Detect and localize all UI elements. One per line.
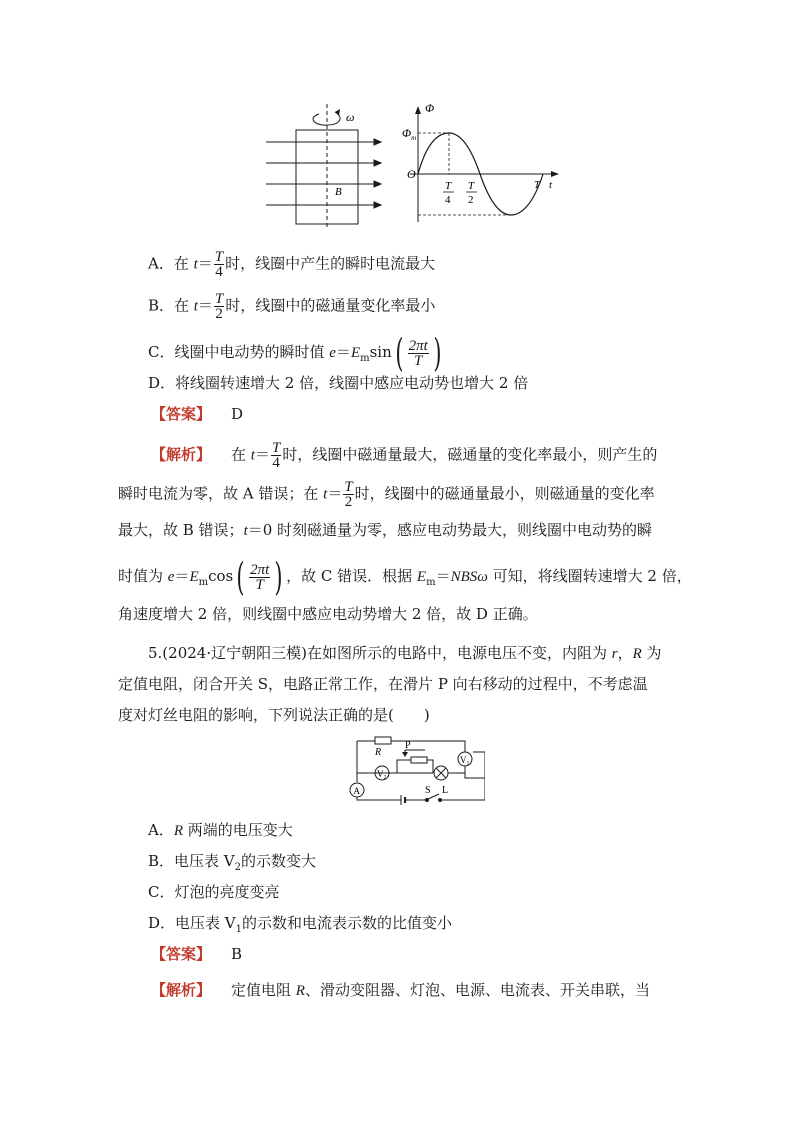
q5-stem-line-1: 5.(2024·辽宁朝阳三模)在如图所示的电路中，电源电压不变，内阻为 r，R 为	[148, 644, 662, 662]
phi-m-label: $\Phi_m$	[402, 126, 417, 142]
circuit-a-label: A	[353, 786, 360, 796]
q5-option-c: C．灯泡的亮度变亮	[148, 883, 280, 901]
q4-option-a: A．在 t＝ $\frac{T}{4}$ 时，线圈中产生的瞬时电流最大	[148, 249, 436, 280]
phi-axis-label: Φ	[425, 101, 435, 115]
q5-stem-line-3: 度对灯丝电阻的影响，下列说法正确的是( )	[118, 706, 430, 724]
rheostat	[411, 757, 427, 763]
q4-analysis-line-5: 角速度增大 2 倍，则线圈中感应电动势增大 2 倍，故 D 正确。	[118, 605, 538, 623]
figure-coil-flux	[255, 100, 565, 235]
q4-analysis-line-4: 时值为 $e=E_m\cos$( $\frac{2\pi t}{T}$ ) ，故 C 错误．根据 $E_m=NBS\omega$ 可知，将线圈转速增大 2 倍，	[118, 555, 692, 599]
circuit-v2-label: $V_2$	[377, 769, 387, 781]
b-field-label: B	[335, 186, 342, 198]
circuit-v1-label: $V_1$	[460, 755, 470, 767]
q5-option-b: B．电压表 $V_2$的示数变大	[148, 852, 317, 873]
t-axis-label: t	[549, 179, 553, 191]
q4-answer: 【答案】 D	[151, 405, 244, 423]
tick-t2-den: 2	[468, 194, 474, 206]
tick-t-label: T	[534, 179, 541, 191]
q4-analysis-line-1: 【解析】 在 t＝ $\frac{T}{4}$ 时，线圈中磁通量最大，磁通量的变化率最小，则产生的	[151, 440, 658, 471]
q4-analysis-line-3: 最大，故 B 错误；t＝0 时刻磁通量为零，感应电动势最大，则线圈中电动势的瞬	[118, 521, 653, 539]
circuit-diagram	[345, 733, 485, 807]
field-lines	[266, 139, 381, 208]
q5-stem-line-2: 定值电阻，闭合开关 S，电路正常工作，在滑片 P 向右移动的过程中，不考虑温	[118, 675, 648, 693]
tick-t2-num: T	[468, 180, 475, 192]
q4-option-b: B．在 t＝ $\frac{T}{2}$ 时，线圈中的磁通量变化率最小	[148, 291, 436, 322]
tick-t4-num: T	[445, 180, 452, 192]
q4-analysis-line-2: 瞬时电流为零，故 A 错误；在 t＝ $\frac{T}{2}$ 时，线圈中的磁通量最小，则磁通量的变化率	[118, 479, 655, 510]
circuit-s-label: S	[425, 785, 431, 796]
q4-option-d: D．将线圈转速增大 2 倍，线圈中感应电动势也增大 2 倍	[148, 374, 529, 392]
q4-option-c: C．线圈中电动势的瞬时值 $e=E_m\sin$( $\frac{2\pi t}{T}$ )	[148, 331, 442, 375]
q5-option-d: D．电压表 $V_1$的示数和电流表示数的比值变小	[148, 914, 453, 935]
circuit-l-label: L	[442, 785, 449, 796]
q5-option-a: A．R 两端的电压变大	[148, 821, 293, 839]
resistor-r	[375, 737, 391, 744]
circuit-p-label: P	[405, 740, 411, 751]
flux-graph	[402, 101, 559, 222]
tick-t4-den: 4	[445, 194, 451, 206]
omega-label: ω	[346, 110, 355, 124]
q5-answer: 【答案】 B	[151, 945, 243, 963]
circuit-r-label: R	[375, 747, 382, 758]
q5-analysis-line-1: 【解析】 定值电阻 R、滑动变阻器、灯泡、电源、电流表、开关串联，当	[151, 981, 650, 999]
origin-label: O	[407, 167, 416, 181]
